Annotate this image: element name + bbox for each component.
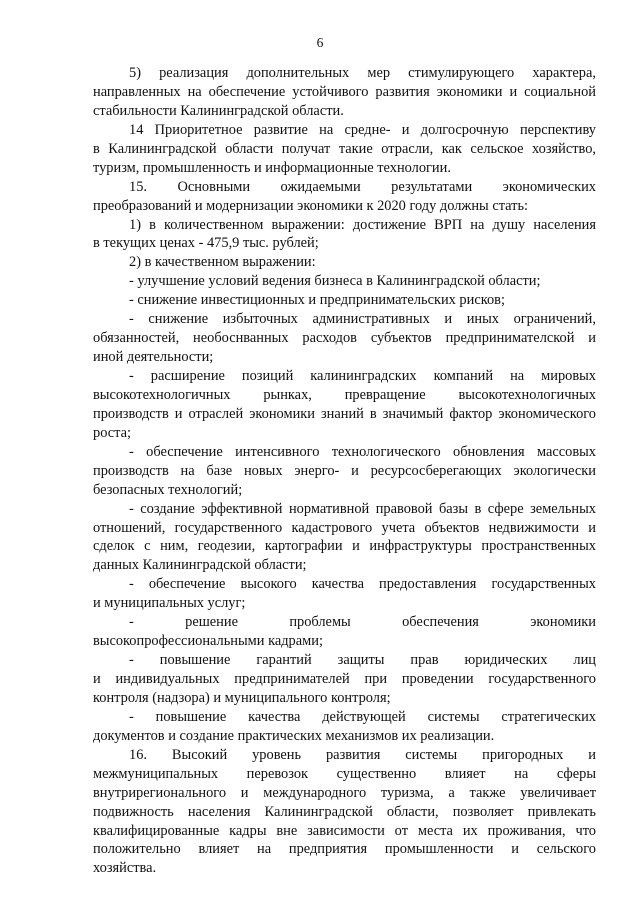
text-line: обязанностей, необоснванных расходов субъектов предпринимателской и: [93, 330, 596, 347]
text-line: - снижение избыточных административных и иных ограничений,: [129, 311, 596, 328]
text-line: стабильности Калининградской области.: [93, 102, 344, 119]
text-line: и индивидуальных предпринимателей при проведении государственного: [93, 671, 596, 687]
text-line: - обеспечение интенсивного технологического обновления массовых: [129, 443, 596, 460]
text-line: производств на базе новых энерго- и ресурсосберегающих экологически: [93, 462, 596, 479]
text-line: иной деятельности;: [93, 349, 214, 366]
text-line: 16. Высокий уровень развития системы пригородных и: [129, 746, 596, 763]
text-line: - создание эффективной нормативной правовой базы в сфере земельных: [129, 500, 596, 517]
text-line: высокотехнологичных рынках, превращение высокотехнологичных: [93, 386, 596, 403]
page-number: 6: [316, 35, 324, 50]
text-line: 5) реализация дополнительных мер стимулирующего характера,: [129, 65, 596, 81]
text-line: в текущих ценах - 475,9 тыс. рублей;: [93, 235, 319, 252]
text-line: внутрирегионального и международного туризма, а также увеличивает: [93, 784, 596, 801]
text-line: документов и создание практических механизмов их реализации.: [93, 727, 495, 744]
text-line: подвижность населения Калининградской области, позволяет привлекать: [93, 803, 596, 820]
text-line: - повышение качества действующей системы стратегических: [129, 708, 596, 725]
text-line: 1) в количественном выражении: достижение ВРП на душу населения: [129, 216, 596, 233]
text-line: - решение проблемы обеспечения экономики: [129, 614, 596, 631]
text-line: сделок с ним, геодезии, картографии и инфраструктуры пространственных: [93, 538, 596, 555]
text-line: данных Калининградской области;: [93, 557, 307, 574]
text-line: преобразований и модернизации экономики к 2020 году должны стать:: [93, 197, 529, 214]
text-line: хозяйства.: [93, 860, 157, 877]
text-line: безопасных технологий;: [93, 481, 243, 498]
text-line: контроля (надзора) и муниципального контроля;: [93, 689, 391, 706]
text-line: положительно влияет на предприятия промышленности и сельского: [93, 841, 596, 858]
text-line: высокопрофессиональными кадрами;: [93, 633, 323, 650]
text-line: в Калининградской области получат такие отрасли, как сельское хозяйство,: [93, 140, 596, 157]
text-line: 14 Приоритетное развитие на средне- и долгосрочную перспективу: [129, 121, 596, 138]
text-line: - обеспечение высокого качества предоставления государственных: [129, 576, 596, 593]
text-line: - расширение позиций калининградских компаний на мировых: [129, 368, 596, 384]
text-line: туризм, промышленность и информационные технологии.: [93, 159, 451, 176]
text-line: и муниципальных услуг;: [93, 595, 246, 612]
text-line: межмуниципальных перевозок существенно влияет на сферы: [93, 765, 596, 782]
text-line: - снижение инвестиционных и предпринимательских рисков;: [129, 292, 505, 309]
text-line: направленных на обеспечение устойчивого развития экономики и социальной: [93, 83, 596, 100]
text-line: 2) в качественном выражении:: [129, 254, 316, 271]
body-text: [93, 64, 596, 878]
text-line: квалифицированные кадры вне зависимости от места их проживания, что: [93, 822, 596, 839]
text-line: - улучшение условий ведения бизнеса в Калининградской области;: [129, 273, 541, 290]
text-line: отношений, государственного кадастрового учета объектов недвижимости и: [93, 519, 596, 536]
text-line: производств и отраслей экономики знаний в значимый фактор экономического: [93, 405, 596, 422]
text-line: 15. Основными ожидаемыми результатами экономических: [129, 178, 596, 195]
text-line: - повышение гарантий защиты прав юридических лиц: [129, 652, 596, 669]
text-line: роста;: [93, 424, 131, 441]
